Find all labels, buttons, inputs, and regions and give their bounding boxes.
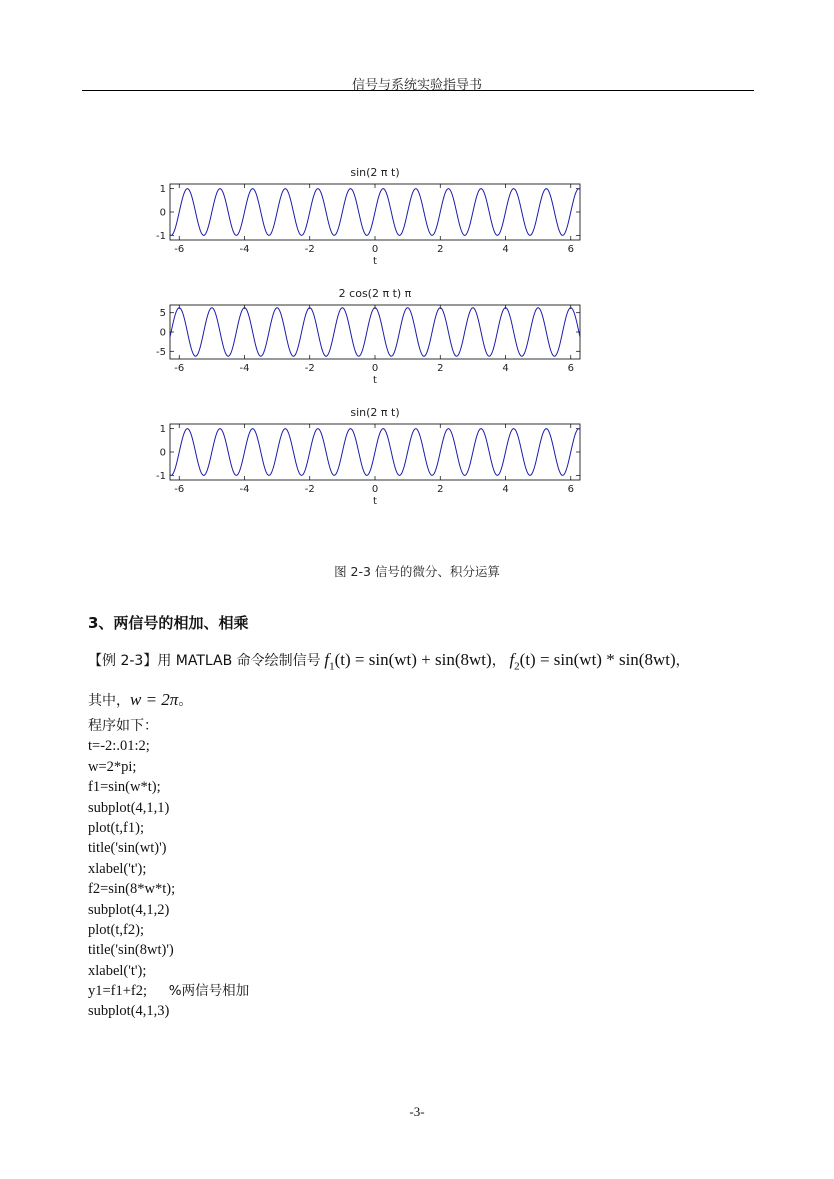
x-tick-label: 4 <box>502 244 509 255</box>
y-tick-label: 0 <box>159 447 166 459</box>
x-axis-label: t <box>373 496 377 507</box>
code-line: subplot(4,1,2) <box>88 901 170 918</box>
formula-separator: ， <box>491 653 506 669</box>
f1-sub: 1 <box>329 660 335 673</box>
figure-caption: 图 2-3 信号的微分、积分运算 <box>334 564 500 579</box>
program-intro: 程序如下： <box>88 718 158 734</box>
x-tick-label: 4 <box>502 363 509 374</box>
y-tick-label: 0 <box>159 207 166 219</box>
formula-f2 <box>509 650 676 673</box>
figure-2-3 <box>140 158 600 523</box>
section-heading: 3、两信号的相加、相乘 <box>88 614 249 632</box>
f2-expr: (t) = sin(wt) * sin(8wt) <box>519 650 676 669</box>
x-tick-label: 4 <box>502 484 509 495</box>
x-axis-label: t <box>373 256 377 267</box>
example-text: 用 MATLAB 命令绘制信号 <box>157 653 321 669</box>
x-tick-label: -6 <box>174 244 185 255</box>
where-expr: w = 2π <box>130 690 179 709</box>
x-tick-label: -6 <box>174 484 185 495</box>
f1-name: f <box>324 650 330 669</box>
y-tick-label: 1 <box>159 424 166 436</box>
code-line: plot(t,f2); <box>88 921 144 938</box>
x-tick-label: 6 <box>567 484 574 495</box>
formula-end: ， <box>675 653 690 669</box>
x-tick-label: 2 <box>437 484 444 495</box>
code-comment: %两信号相加 <box>168 983 250 1000</box>
header-rule <box>82 90 754 91</box>
y-tick-label: -1 <box>156 470 166 482</box>
x-tick-label: -2 <box>304 244 315 255</box>
code-line: f2=sin(8*w*t); <box>88 881 176 898</box>
y-tick-label: 0 <box>159 327 166 339</box>
x-tick-label: 2 <box>437 363 444 374</box>
x-tick-label: -6 <box>174 363 185 374</box>
page-header: 信号与系统实验指导书 <box>351 78 482 93</box>
code-line: title('sin(8wt)') <box>88 942 174 959</box>
code-line <box>88 981 249 1001</box>
x-tick-label: 6 <box>567 363 574 374</box>
x-tick-label: -2 <box>304 363 315 374</box>
example-statement <box>88 650 808 672</box>
code-line: subplot(4,1,1) <box>88 799 170 816</box>
y-tick-label: 1 <box>159 184 166 196</box>
formula-f1 <box>324 650 492 673</box>
f1-expr: (t) = sin(wt) + sin(8wt) <box>334 650 492 669</box>
x-tick-label: 0 <box>371 244 379 255</box>
where-line <box>88 690 192 710</box>
x-tick-label: 6 <box>567 244 574 255</box>
x-tick-label: -4 <box>239 244 250 255</box>
x-tick-label: -4 <box>239 484 250 495</box>
y-tick-label: -5 <box>156 346 166 358</box>
x-tick-label: -2 <box>304 484 315 495</box>
y-tick-label: 5 <box>159 308 166 320</box>
example-label: 【例 2-3】 <box>88 653 158 669</box>
plot-title: 2 cos(2 π t) π <box>338 287 412 300</box>
code-line: w=2*pi; <box>88 758 137 775</box>
code-line: xlabel('t'); <box>88 962 147 979</box>
page-number: -3- <box>409 1104 425 1119</box>
plot-title: sin(2 π t) <box>350 166 400 179</box>
code-text: y1=f1+f2; <box>88 983 148 1000</box>
code-block <box>88 716 249 1022</box>
x-axis-label: t <box>373 375 377 386</box>
code-line: xlabel('t'); <box>88 860 147 877</box>
x-tick-label: -4 <box>239 363 250 374</box>
where-suffix: 。 <box>178 693 193 709</box>
code-line: t=-2:.01:2; <box>88 738 150 755</box>
plot-title: sin(2 π t) <box>350 406 400 419</box>
f2-name: f <box>509 650 515 669</box>
x-tick-label: 0 <box>371 484 379 495</box>
code-line: plot(t,f1); <box>88 819 144 836</box>
where-prefix: 其中， <box>88 693 130 709</box>
code-line: title('sin(wt)') <box>88 840 167 857</box>
code-line: subplot(4,1,3) <box>88 1003 170 1020</box>
x-tick-label: 0 <box>371 363 379 374</box>
x-tick-label: 2 <box>437 244 444 255</box>
code-line: f1=sin(w*t); <box>88 779 161 796</box>
y-tick-label: -1 <box>156 230 166 242</box>
f2-sub: 2 <box>514 660 520 673</box>
